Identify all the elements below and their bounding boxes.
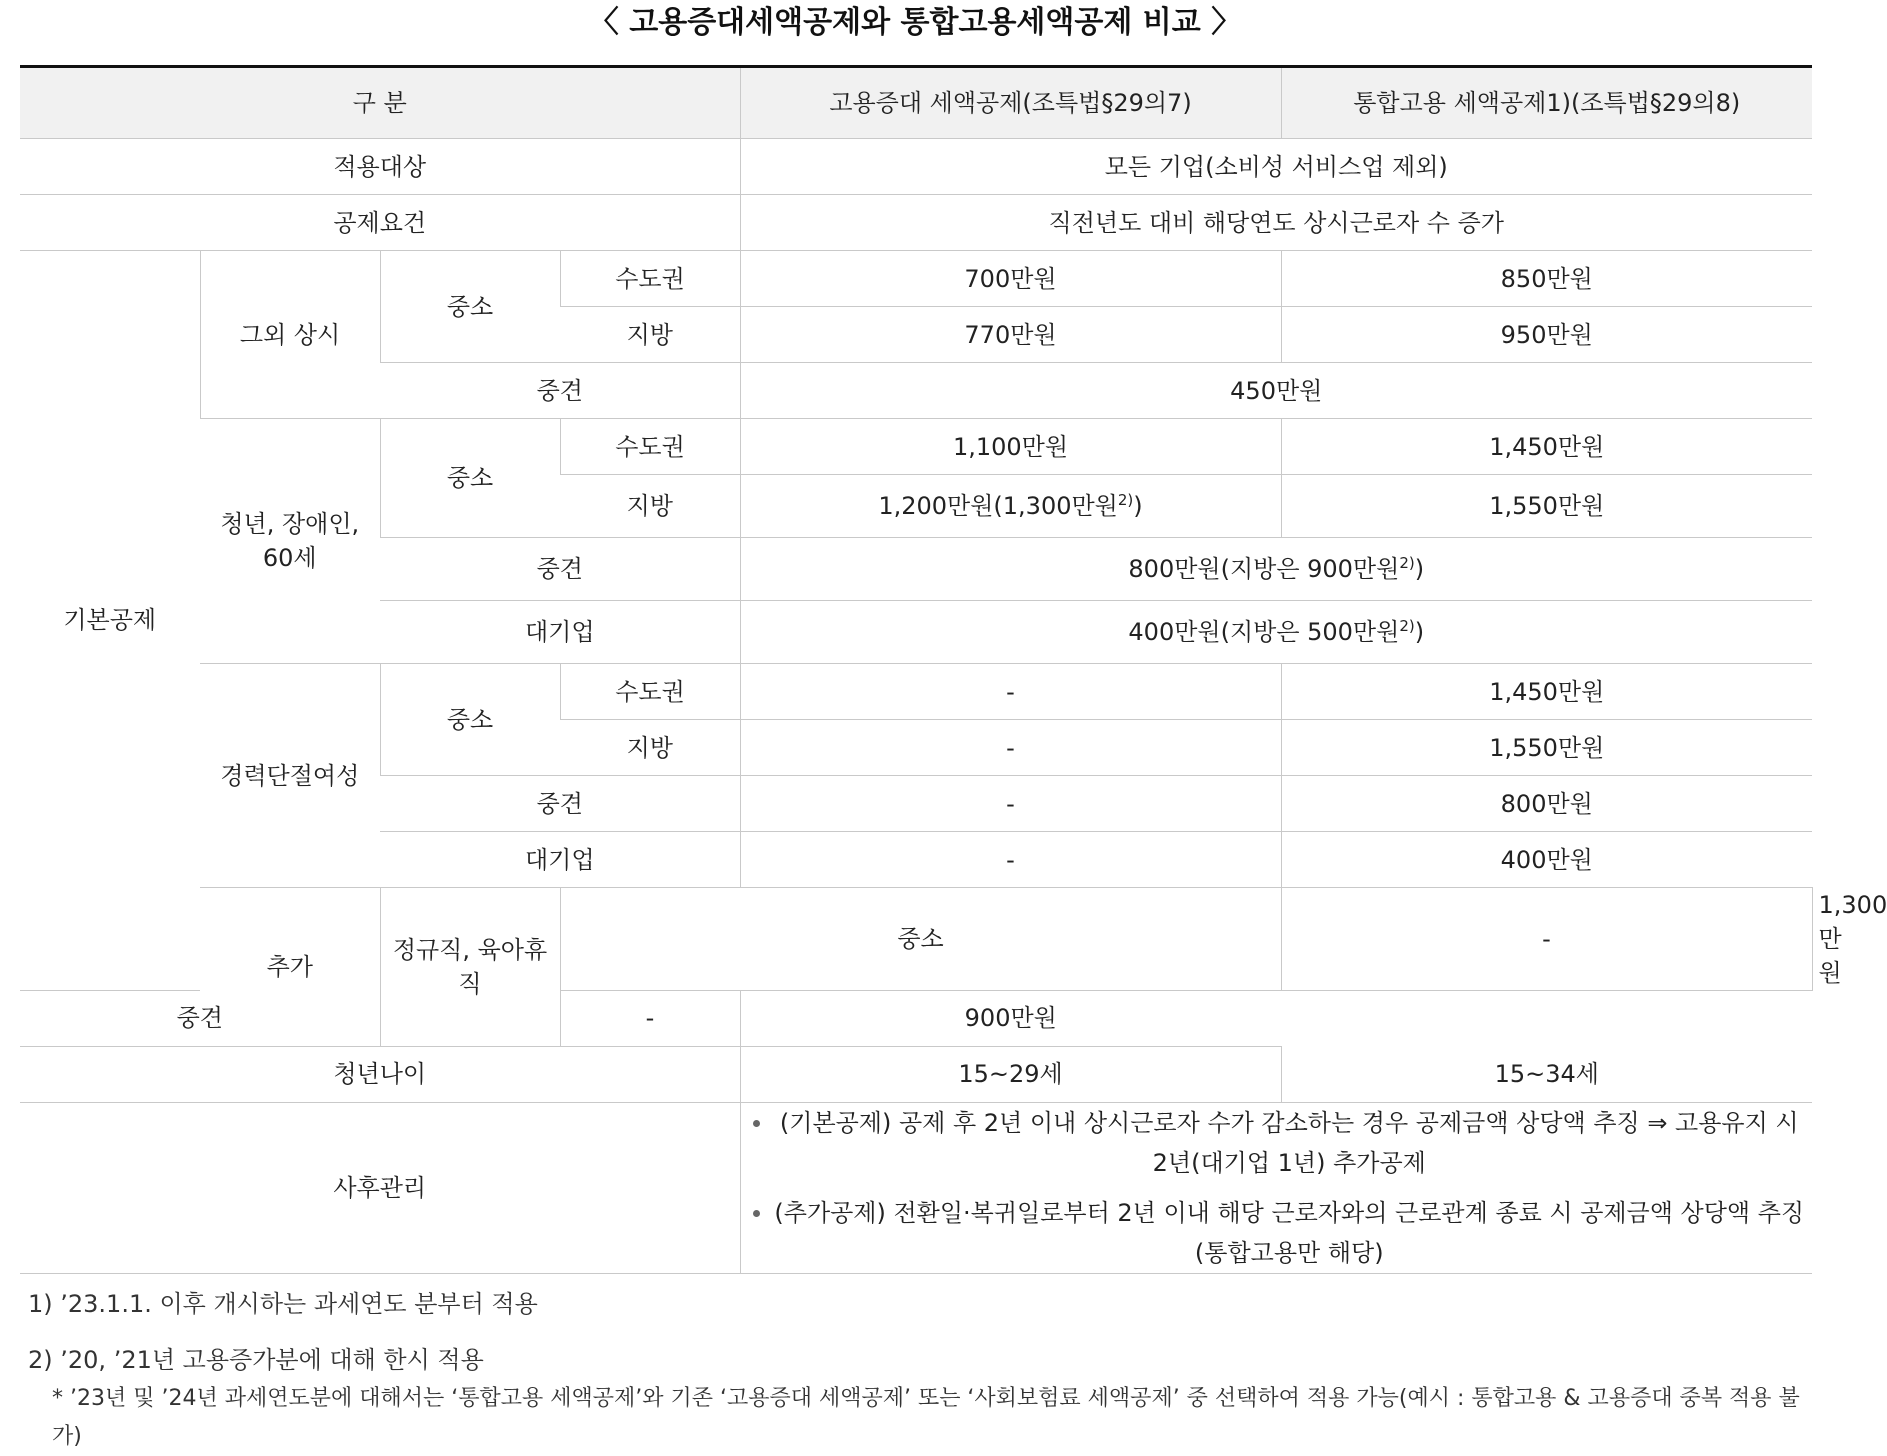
header-increase-credit: 고용증대 세액공제(조특법§29의7) [740, 67, 1281, 139]
bullet-dot-icon [753, 1120, 760, 1127]
list-item [747, 1103, 1807, 1183]
row-label-youth: 청년, 장애인, 60세 [200, 419, 380, 664]
row-label-local: 지방 [560, 475, 740, 538]
row-label-mid: 중견 [380, 776, 740, 832]
cell-increase: 1,100만원 [740, 419, 1281, 475]
row-label-metro: 수도권 [560, 251, 740, 307]
footnote-ref: 2) [1117, 491, 1134, 509]
cell-text: 800만원(지방은 900만원 [1128, 555, 1400, 583]
footnote-ref: 2) [1399, 617, 1415, 635]
cell-integrated: 1,550만원 [1281, 475, 1812, 538]
row-label-sme: 중소 [560, 888, 1281, 991]
cell-increase: - [740, 664, 1281, 720]
cell-increase: - [1281, 888, 1812, 991]
page-title: 〈 고용증대세액공제와 통합고용세액공제 비교 〉 [588, 5, 1242, 40]
cell-increase [740, 475, 1281, 538]
row-label-mid: 중견 [380, 538, 740, 601]
row-label-local: 지방 [560, 720, 740, 776]
post-management-list [747, 1103, 1807, 1273]
footnote-ref: 2) [1399, 554, 1415, 572]
row-label-sme: 중소 [380, 664, 560, 776]
table-row: 추가 정규직, 육아휴직 중소 - 1,300만원 [20, 888, 1812, 991]
cell-increase: - [740, 832, 1281, 888]
cell-integrated: 15~34세 [1281, 1046, 1812, 1102]
cell-text: 400만원(지방은 500만원 [1128, 618, 1400, 646]
header-integrated-credit: 통합고용 세액공제1)(조특법§29의8) [1281, 67, 1812, 139]
cell-text-end: ) [1414, 618, 1425, 646]
cell-integrated: 400만원 [1281, 832, 1812, 888]
cell-increase: 700만원 [740, 251, 1281, 307]
list-item-text: (기본공제) 공제 후 2년 이내 상시근로자 수가 감소하는 경우 공제금액 상당액 추징 ⇒ 고용유지 시 2년(대기업 1년) 추가공제 [779, 1108, 1799, 1177]
list-item [747, 1193, 1807, 1273]
header-category: 구 분 [20, 67, 740, 139]
cell-increase: - [740, 776, 1281, 832]
row-label-career: 경력단절여성 [200, 664, 380, 888]
cell-merged [740, 601, 1812, 664]
row-label-mid: 중견 [20, 990, 380, 1046]
cell-increase: - [740, 720, 1281, 776]
row-label-basic: 기본공제 [20, 251, 200, 991]
footnote-3: * ’23년 및 ’24년 과세연도분에 대해서는 ‘통합고용 세액공제’와 기존 ‘고용증대 세액공제’ 또는 ‘사회보험료 세액공제’ 중 선택하여 적용 가능(예시 : 통합고용 & 고용증대 중복 적용 불가) [52, 1386, 1800, 1449]
row-label-local: 지방 [560, 307, 740, 363]
row-label-mid: 중견 [380, 363, 740, 419]
comparison-table [20, 65, 1887, 1274]
footnote-1: 1) ’23.1.1. 이후 개시하는 과세연도 분부터 적용 [28, 1290, 538, 1318]
table-row [20, 1102, 1812, 1273]
row-label-requirement: 공제요건 [20, 195, 740, 251]
cell-increase: 770만원 [740, 307, 1281, 363]
cell-integrated: 900만원 [740, 990, 1281, 1046]
table-row [20, 251, 1812, 307]
list-item-text: (추가공제) 전환일·복귀일로부터 2년 이내 해당 근로자와의 근로관계 종료 시 공제금액 상당액 추징(통합고용만 해당) [774, 1198, 1805, 1267]
row-label-large: 대기업 [380, 832, 740, 888]
cell-increase: - [560, 990, 740, 1046]
cell-integrated: 1,550만원 [1281, 720, 1812, 776]
post-management-notes [740, 1102, 1812, 1273]
cell-integrated: 950만원 [1281, 307, 1812, 363]
row-label-sme: 중소 [380, 251, 560, 363]
row-label-additional: 추가 [200, 888, 380, 1047]
cell-integrated: 1,450만원 [1281, 664, 1812, 720]
cell-increase: 15~29세 [740, 1046, 1281, 1102]
row-label-sme: 중소 [380, 419, 560, 538]
cell-integrated: 1,450만원 [1281, 419, 1812, 475]
table-row [20, 195, 1812, 251]
row-label-metro: 수도권 [560, 664, 740, 720]
table-row [20, 664, 1812, 720]
bullet-dot-icon [753, 1210, 760, 1217]
table-row [20, 139, 1812, 195]
table-row [20, 1046, 1812, 1102]
requirement-value: 직전년도 대비 해당연도 상시근로자 수 증가 [740, 195, 1812, 251]
footnote-2: 2) ’20, ’21년 고용증가분에 대해 한시 적용 [28, 1346, 484, 1374]
table-row [20, 419, 1812, 475]
cell-merged: 450만원 [740, 363, 1812, 419]
row-label-other: 그외 상시 [200, 251, 380, 419]
cell-text: 1,200만원(1,300만원 [878, 492, 1118, 520]
row-label-post: 사후관리 [20, 1102, 740, 1273]
row-label-youth-age: 청년나이 [20, 1046, 740, 1102]
row-label-regular: 정규직, 육아휴직 [380, 888, 560, 1047]
row-label-target: 적용대상 [20, 139, 740, 195]
target-value: 모든 기업(소비성 서비스업 제외) [740, 139, 1812, 195]
row-label-metro: 수도권 [560, 419, 740, 475]
cell-merged [740, 538, 1812, 601]
table-row [20, 990, 1812, 1046]
cell-integrated: 800만원 [1281, 776, 1812, 832]
cell-text-end: ) [1133, 492, 1143, 520]
cell-text-end: ) [1414, 555, 1425, 583]
table-header-row [20, 67, 1812, 139]
row-label-large: 대기업 [380, 601, 740, 664]
cell-integrated: 850만원 [1281, 251, 1812, 307]
